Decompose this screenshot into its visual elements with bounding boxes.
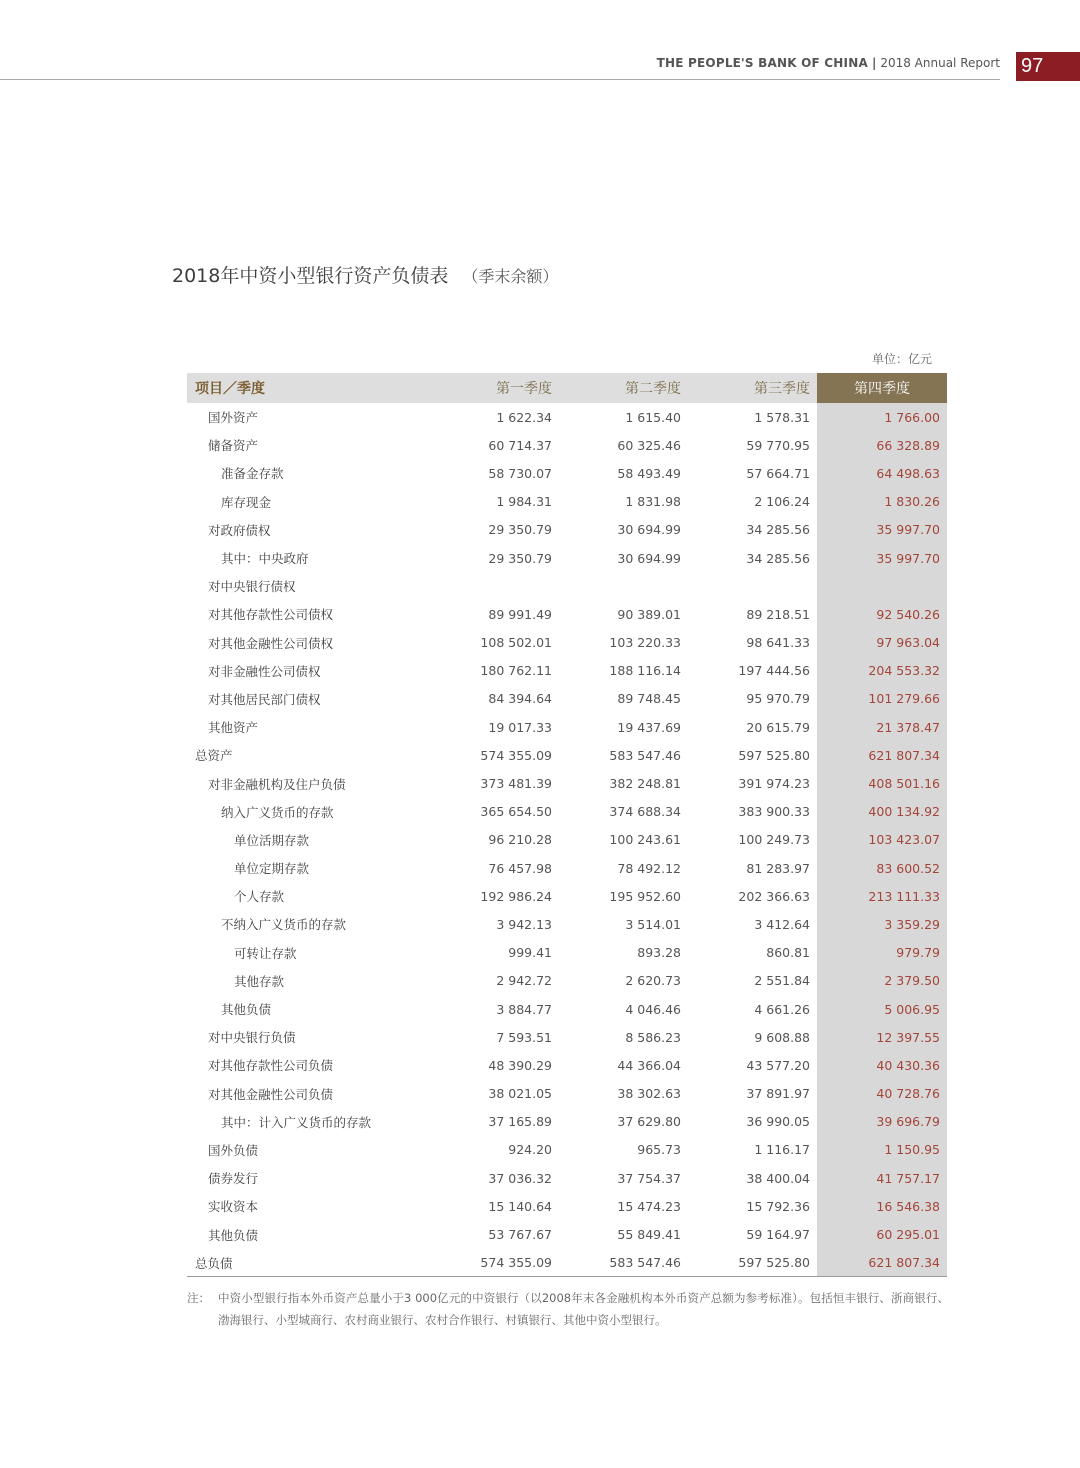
table-row bbox=[187, 600, 947, 628]
table-row bbox=[187, 854, 947, 882]
cell-q1: 180 762.11 bbox=[480, 663, 552, 679]
cell-q2: 38 302.63 bbox=[617, 1086, 681, 1102]
cell-q4: 35 997.70 bbox=[876, 522, 940, 538]
cell-q2: 583 547.46 bbox=[609, 747, 681, 763]
table-bottom-rule bbox=[187, 1276, 947, 1277]
cell-q4: 1 830.26 bbox=[884, 494, 940, 510]
table-row bbox=[187, 1023, 947, 1051]
cell-q1: 84 394.64 bbox=[488, 691, 552, 707]
cell-q4 bbox=[817, 572, 947, 600]
cell-q2: 37 754.37 bbox=[617, 1170, 681, 1186]
cell-q2: 89 748.45 bbox=[617, 691, 681, 707]
cell-q3: 20 615.79 bbox=[746, 719, 810, 735]
table-row bbox=[187, 1220, 947, 1248]
row-label: 对非金融机构及住户负债 bbox=[208, 776, 346, 792]
balance-sheet-table-container bbox=[187, 373, 947, 1277]
cell-q4: 621 807.34 bbox=[868, 747, 940, 763]
page-number: 97 bbox=[1016, 52, 1080, 81]
table-header-row bbox=[187, 373, 947, 403]
cell-q2: 382 248.81 bbox=[609, 776, 681, 792]
footnote-label: 注： bbox=[187, 1291, 210, 1305]
cell-q1: 192 986.24 bbox=[480, 888, 552, 904]
cell-q1: 58 730.07 bbox=[488, 465, 552, 481]
cell-q3: 59 770.95 bbox=[746, 437, 810, 453]
row-label: 总资产 bbox=[195, 748, 233, 764]
row-label: 纳入广义货币的存款 bbox=[221, 804, 334, 820]
cell-q1: 15 140.64 bbox=[488, 1198, 552, 1214]
cell-q4: 40 430.36 bbox=[876, 1057, 940, 1073]
row-label: 单位活期存款 bbox=[234, 832, 310, 848]
cell-q1: 1 622.34 bbox=[496, 409, 552, 425]
cell-q2: 15 474.23 bbox=[617, 1198, 681, 1214]
table-row bbox=[187, 1136, 947, 1164]
cell-q1 bbox=[430, 572, 559, 600]
cell-q3: 100 249.73 bbox=[738, 832, 810, 848]
cell-q1: 999.41 bbox=[508, 945, 552, 961]
header-q2: 第二季度 bbox=[559, 373, 688, 403]
row-label: 准备金存款 bbox=[221, 466, 284, 482]
cell-q4: 60 295.01 bbox=[876, 1227, 940, 1243]
cell-q3: 383 900.33 bbox=[738, 804, 810, 820]
cell-q2: 78 492.12 bbox=[617, 860, 681, 876]
cell-q4: 39 696.79 bbox=[876, 1114, 940, 1130]
cell-q1: 924.20 bbox=[508, 1142, 552, 1158]
cell-q2: 583 547.46 bbox=[609, 1255, 681, 1271]
cell-q1: 37 165.89 bbox=[488, 1114, 552, 1130]
cell-q1: 3 884.77 bbox=[496, 1001, 552, 1017]
table-row bbox=[187, 516, 947, 544]
cell-q1: 3 942.13 bbox=[496, 916, 552, 932]
cell-q4: 979.79 bbox=[896, 945, 940, 961]
row-label: 实收资本 bbox=[208, 1199, 259, 1215]
cell-q2: 30 694.99 bbox=[617, 550, 681, 566]
cell-q3: 597 525.80 bbox=[738, 747, 810, 763]
cell-q3: 36 990.05 bbox=[746, 1114, 810, 1130]
cell-q2: 37 629.80 bbox=[617, 1114, 681, 1130]
cell-q4: 408 501.16 bbox=[868, 776, 940, 792]
cell-q3: 4 661.26 bbox=[754, 1001, 810, 1017]
cell-q2: 30 694.99 bbox=[617, 522, 681, 538]
row-label: 对其他金融性公司负债 bbox=[208, 1086, 334, 1102]
cell-q1: 19 017.33 bbox=[488, 719, 552, 735]
header-q4: 第四季度 bbox=[817, 373, 947, 403]
table-row bbox=[187, 967, 947, 995]
cell-q2: 1 831.98 bbox=[625, 494, 681, 510]
cell-q4: 41 757.17 bbox=[876, 1170, 940, 1186]
cell-q2: 103 220.33 bbox=[609, 635, 681, 651]
table-body bbox=[187, 403, 947, 1277]
footnote-text: 中资小型银行指本外币资产总量小于3 000亿元的中资银行（以2008年末各金融机构本外币资产总额为参考标准）。包括恒丰银行、浙商银行、渤海银行、小型城商行、农村商业银行、农村合作银行、村镇银行、其他中资小型银行。 bbox=[218, 1291, 949, 1327]
row-label: 其他存款 bbox=[234, 973, 285, 989]
cell-q4: 101 279.66 bbox=[868, 691, 940, 707]
row-label: 其中：中央政府 bbox=[221, 551, 309, 567]
row-label: 其他资产 bbox=[208, 720, 259, 736]
cell-q1: 574 355.09 bbox=[480, 1255, 552, 1271]
cell-q3: 197 444.56 bbox=[738, 663, 810, 679]
header-q3: 第三季度 bbox=[688, 373, 817, 403]
table-row bbox=[187, 629, 947, 657]
row-label: 对其他存款性公司债权 bbox=[208, 607, 334, 623]
row-label: 可转让存款 bbox=[234, 945, 297, 961]
cell-q2: 188 116.14 bbox=[609, 663, 681, 679]
page-title bbox=[172, 261, 558, 288]
row-label: 对政府债权 bbox=[208, 522, 271, 538]
table-row bbox=[187, 910, 947, 938]
table-row bbox=[187, 403, 947, 431]
cell-q1: 29 350.79 bbox=[488, 522, 552, 538]
header-separator: | bbox=[871, 56, 877, 70]
cell-q2: 58 493.49 bbox=[617, 465, 681, 481]
cell-q4: 83 600.52 bbox=[876, 860, 940, 876]
row-label: 对其他金融性公司债权 bbox=[208, 635, 334, 651]
cell-q1: 373 481.39 bbox=[480, 776, 552, 792]
table-row bbox=[187, 713, 947, 741]
row-label: 国外资产 bbox=[208, 410, 259, 426]
cell-q3: 2 551.84 bbox=[754, 973, 810, 989]
cell-q2: 2 620.73 bbox=[625, 973, 681, 989]
header-item: 项目／季度 bbox=[187, 373, 430, 403]
cell-q4: 103 423.07 bbox=[868, 832, 940, 848]
table-row bbox=[187, 1164, 947, 1192]
cell-q2: 3 514.01 bbox=[625, 916, 681, 932]
cell-q2: 1 615.40 bbox=[625, 409, 681, 425]
cell-q3: 81 283.97 bbox=[746, 860, 810, 876]
table-row bbox=[187, 1108, 947, 1136]
cell-q3: 9 608.88 bbox=[754, 1029, 810, 1045]
cell-q2: 8 586.23 bbox=[625, 1029, 681, 1045]
table-row bbox=[187, 826, 947, 854]
header-bank-name: THE PEOPLE'S BANK OF CHINA bbox=[656, 56, 868, 70]
cell-q4: 64 498.63 bbox=[876, 465, 940, 481]
row-label: 国外负债 bbox=[208, 1142, 259, 1158]
cell-q3: 38 400.04 bbox=[746, 1170, 810, 1186]
table-row bbox=[187, 741, 947, 769]
cell-q1: 53 767.67 bbox=[488, 1227, 552, 1243]
header-rule bbox=[0, 79, 1000, 80]
cell-q4: 2 379.50 bbox=[884, 973, 940, 989]
cell-q4: 97 963.04 bbox=[876, 635, 940, 651]
row-label: 对非金融性公司债权 bbox=[208, 663, 321, 679]
cell-q1: 574 355.09 bbox=[480, 747, 552, 763]
cell-q3: 34 285.56 bbox=[746, 522, 810, 538]
cell-q1: 48 390.29 bbox=[488, 1057, 552, 1073]
cell-q1: 108 502.01 bbox=[480, 635, 552, 651]
cell-q2: 19 437.69 bbox=[617, 719, 681, 735]
row-label: 不纳入广义货币的存款 bbox=[221, 917, 347, 933]
table-row bbox=[187, 1051, 947, 1079]
cell-q1: 29 350.79 bbox=[488, 550, 552, 566]
cell-q1: 2 942.72 bbox=[496, 973, 552, 989]
table-row bbox=[187, 769, 947, 797]
row-label: 总负债 bbox=[195, 1255, 233, 1271]
table-row bbox=[187, 431, 947, 459]
table-row bbox=[187, 1249, 947, 1277]
unit-label: 单位：亿元 bbox=[872, 352, 933, 366]
table-row bbox=[187, 798, 947, 826]
row-label: 库存现金 bbox=[221, 494, 272, 510]
cell-q3: 860.81 bbox=[766, 945, 810, 961]
title-subtitle: （季末余额） bbox=[462, 267, 559, 286]
cell-q1: 76 457.98 bbox=[488, 860, 552, 876]
cell-q4: 16 546.38 bbox=[876, 1198, 940, 1214]
table-row bbox=[187, 685, 947, 713]
row-label: 个人存款 bbox=[234, 889, 285, 905]
cell-q4: 400 134.92 bbox=[868, 804, 940, 820]
cell-q3: 37 891.97 bbox=[746, 1086, 810, 1102]
table-row bbox=[187, 572, 947, 600]
table-row bbox=[187, 459, 947, 487]
cell-q2: 893.28 bbox=[637, 945, 681, 961]
cell-q3: 2 106.24 bbox=[754, 494, 810, 510]
table-row bbox=[187, 657, 947, 685]
cell-q3: 34 285.56 bbox=[746, 550, 810, 566]
footnote bbox=[187, 1287, 949, 1331]
cell-q4: 66 328.89 bbox=[876, 437, 940, 453]
row-label: 单位定期存款 bbox=[234, 861, 310, 877]
cell-q4: 1 150.95 bbox=[884, 1142, 940, 1158]
cell-q4: 12 397.55 bbox=[876, 1029, 940, 1045]
cell-q2: 44 366.04 bbox=[617, 1057, 681, 1073]
cell-q4: 213 111.33 bbox=[868, 888, 940, 904]
row-label: 对其他居民部门债权 bbox=[208, 691, 321, 707]
cell-q1: 60 714.37 bbox=[488, 437, 552, 453]
cell-q3: 59 164.97 bbox=[746, 1227, 810, 1243]
row-label: 债券发行 bbox=[208, 1171, 259, 1187]
cell-q3: 597 525.80 bbox=[738, 1255, 810, 1271]
cell-q2: 4 046.46 bbox=[625, 1001, 681, 1017]
title-main: 2018年中资小型银行资产负债表 bbox=[172, 265, 449, 287]
header-report-name: 2018 Annual Report bbox=[880, 56, 1000, 70]
cell-q4: 621 807.34 bbox=[868, 1255, 940, 1271]
cell-q2: 90 389.01 bbox=[617, 606, 681, 622]
cell-q4: 3 359.29 bbox=[884, 916, 940, 932]
cell-q1: 1 984.31 bbox=[496, 494, 552, 510]
cell-q3: 57 664.71 bbox=[746, 465, 810, 481]
table-row bbox=[187, 488, 947, 516]
cell-q4: 21 378.47 bbox=[876, 719, 940, 735]
row-label: 对其他存款性公司负债 bbox=[208, 1058, 334, 1074]
row-label: 对中央银行债权 bbox=[208, 579, 296, 595]
cell-q1: 89 991.49 bbox=[488, 606, 552, 622]
table-row bbox=[187, 939, 947, 967]
row-label: 其中：计入广义货币的存款 bbox=[221, 1114, 372, 1130]
cell-q2: 195 952.60 bbox=[609, 888, 681, 904]
cell-q4: 204 553.32 bbox=[868, 663, 940, 679]
cell-q2: 965.73 bbox=[637, 1142, 681, 1158]
row-label: 其他负债 bbox=[221, 1002, 272, 1018]
cell-q1: 365 654.50 bbox=[480, 804, 552, 820]
cell-q4: 5 006.95 bbox=[884, 1001, 940, 1017]
cell-q3: 202 366.63 bbox=[738, 888, 810, 904]
table-row bbox=[187, 544, 947, 572]
cell-q1: 37 036.32 bbox=[488, 1170, 552, 1186]
cell-q3: 391 974.23 bbox=[738, 776, 810, 792]
running-header bbox=[657, 56, 1000, 70]
cell-q2: 374 688.34 bbox=[609, 804, 681, 820]
cell-q4: 35 997.70 bbox=[876, 550, 940, 566]
table-row bbox=[187, 1080, 947, 1108]
header-q1: 第一季度 bbox=[430, 373, 559, 403]
cell-q3: 15 792.36 bbox=[746, 1198, 810, 1214]
cell-q3: 1 578.31 bbox=[754, 409, 810, 425]
balance-sheet-table bbox=[187, 373, 947, 1277]
row-label: 储备资产 bbox=[208, 438, 259, 454]
row-label: 对中央银行负债 bbox=[208, 1030, 296, 1046]
cell-q2: 55 849.41 bbox=[617, 1227, 681, 1243]
table-row bbox=[187, 995, 947, 1023]
cell-q2: 100 243.61 bbox=[609, 832, 681, 848]
cell-q4: 92 540.26 bbox=[876, 606, 940, 622]
cell-q2: 60 325.46 bbox=[617, 437, 681, 453]
cell-q3: 43 577.20 bbox=[746, 1057, 810, 1073]
cell-q3: 3 412.64 bbox=[754, 916, 810, 932]
cell-q1: 96 210.28 bbox=[488, 832, 552, 848]
cell-q4: 1 766.00 bbox=[884, 409, 940, 425]
table-row bbox=[187, 882, 947, 910]
table-row bbox=[187, 1192, 947, 1220]
cell-q2 bbox=[559, 572, 688, 600]
row-label: 其他负债 bbox=[208, 1227, 259, 1243]
cell-q3: 95 970.79 bbox=[746, 691, 810, 707]
cell-q3: 1 116.17 bbox=[754, 1142, 810, 1158]
cell-q1: 38 021.05 bbox=[488, 1086, 552, 1102]
cell-q3 bbox=[688, 572, 817, 600]
cell-q3: 98 641.33 bbox=[746, 635, 810, 651]
cell-q3: 89 218.51 bbox=[746, 606, 810, 622]
cell-q4: 40 728.76 bbox=[876, 1086, 940, 1102]
cell-q1: 7 593.51 bbox=[496, 1029, 552, 1045]
